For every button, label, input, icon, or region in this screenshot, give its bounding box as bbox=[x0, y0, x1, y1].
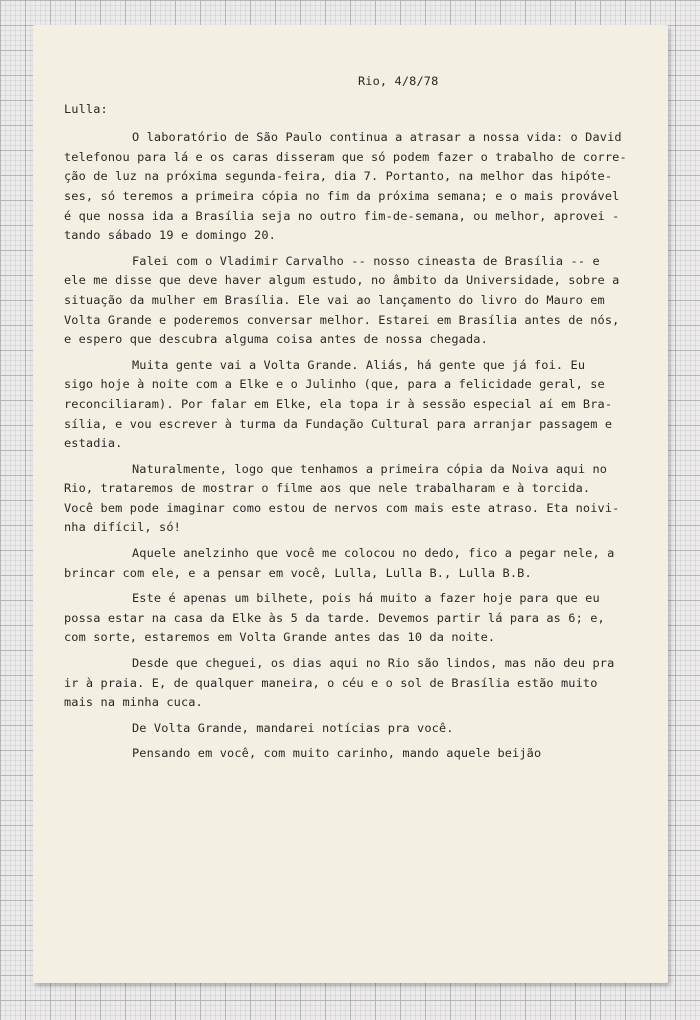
letter-body bbox=[64, 72, 644, 770]
letter-line: estadia. bbox=[64, 436, 123, 451]
letter-line: De Volta Grande, mandarei notícias pra você. bbox=[132, 720, 454, 735]
letter-line: é que nossa ida a Brasília seja no outro fim-de-semana, ou melhor, aprovei - bbox=[64, 208, 620, 223]
letter-line: ir à praia. E, de qualquer maneira, o céu e o sol de Brasília estão muito bbox=[64, 675, 598, 690]
letter-line: possa estar na casa da Elke às 5 da tarde. Devemos partir lá para as 6; e, bbox=[64, 610, 605, 625]
letter-paragraph bbox=[64, 719, 644, 739]
letter-date: Rio, 4/8/78 bbox=[358, 74, 439, 88]
letter-line: Muita gente vai a Volta Grande. Aliás, há gente que já foi. Eu bbox=[132, 357, 586, 372]
letter-paragraph bbox=[64, 544, 644, 583]
letter-paragraph bbox=[64, 744, 644, 764]
letter-line: sigo hoje à noite com a Elke e o Julinho (que, para a felicidade geral, se bbox=[64, 377, 605, 392]
letter-line: Falei com o Vladimir Carvalho -- nosso cineasta de Brasília -- e bbox=[132, 253, 600, 268]
letter-line: e espero que descubra alguma coisa antes de nossa chegada. bbox=[64, 332, 488, 347]
letter-line: Desde que cheguei, os dias aqui no Rio são lindos, mas não deu pra bbox=[132, 656, 615, 671]
letter-line: brincar com ele, e a pensar em você, Lulla, Lulla B., Lulla B.B. bbox=[64, 565, 532, 580]
letter-line: O laboratório de São Paulo continua a atrasar a nossa vida: o David bbox=[132, 130, 622, 145]
letter-line: Rio, trataremos de mostrar o filme aos que nele trabalharam e à torcida. bbox=[64, 481, 591, 496]
letter-line: Volta Grande e poderemos conversar melhor. Estarei em Brasília antes de nós, bbox=[64, 312, 620, 327]
letter-line: sília, e vou escrever à turma da Fundação Cultural para arranjar passagem e bbox=[64, 416, 613, 431]
letter-line: Pensando em você, com muito carinho, mando aquele beijão bbox=[132, 746, 542, 761]
letter-line: telefonou para lá e os caras disseram que só podem fazer o trabalho de corre- bbox=[64, 149, 627, 164]
letter-paragraphs bbox=[64, 128, 644, 764]
letter-paragraph bbox=[64, 654, 644, 713]
letter-line: com sorte, estaremos em Volta Grande antes das 10 da noite. bbox=[64, 630, 496, 645]
letter-greeting: Lulla: bbox=[64, 101, 108, 116]
letter-line: ele me disse que deve haver algum estudo, no âmbito da Universidade, sobre a bbox=[64, 273, 620, 288]
letter-paragraph bbox=[64, 252, 644, 350]
letter-line: nha difícil, só! bbox=[64, 520, 181, 535]
letter-line: Aquele anelzinho que você me colocou no dedo, fico a pegar nele, a bbox=[132, 546, 615, 561]
letter-paragraph bbox=[64, 589, 644, 648]
letter-paragraph bbox=[64, 460, 644, 538]
letter-line: situação da mulher em Brasília. Ele vai ao lançamento do livro do Mauro em bbox=[64, 292, 605, 307]
letter-line: Naturalmente, logo que tenhamos a primeira cópia da Noiva aqui no bbox=[132, 461, 608, 476]
letter-line: Você bem pode imaginar como estou de nervos com mais este atraso. Eta noivi- bbox=[64, 500, 620, 515]
letter-line: ção de luz na próxima segunda-feira, dia 7. Portanto, na melhor das hipóte- bbox=[64, 169, 613, 184]
letter-line: mais na minha cuca. bbox=[64, 695, 203, 710]
letter-paragraph bbox=[64, 356, 644, 454]
letter-line: reconciliaram). Por falar em Elke, ela topa ir à sessão especial aí em Bra- bbox=[64, 396, 613, 411]
letter-line: Este é apenas um bilhete, pois há muito a fazer hoje para que eu bbox=[132, 591, 600, 606]
letter-line: tando sábado 19 e domingo 20. bbox=[64, 228, 276, 243]
letter-paragraph bbox=[64, 128, 644, 246]
letter-line: ses, só teremos a primeira cópia no fim da próxima semana; e o mais provável bbox=[64, 188, 620, 203]
